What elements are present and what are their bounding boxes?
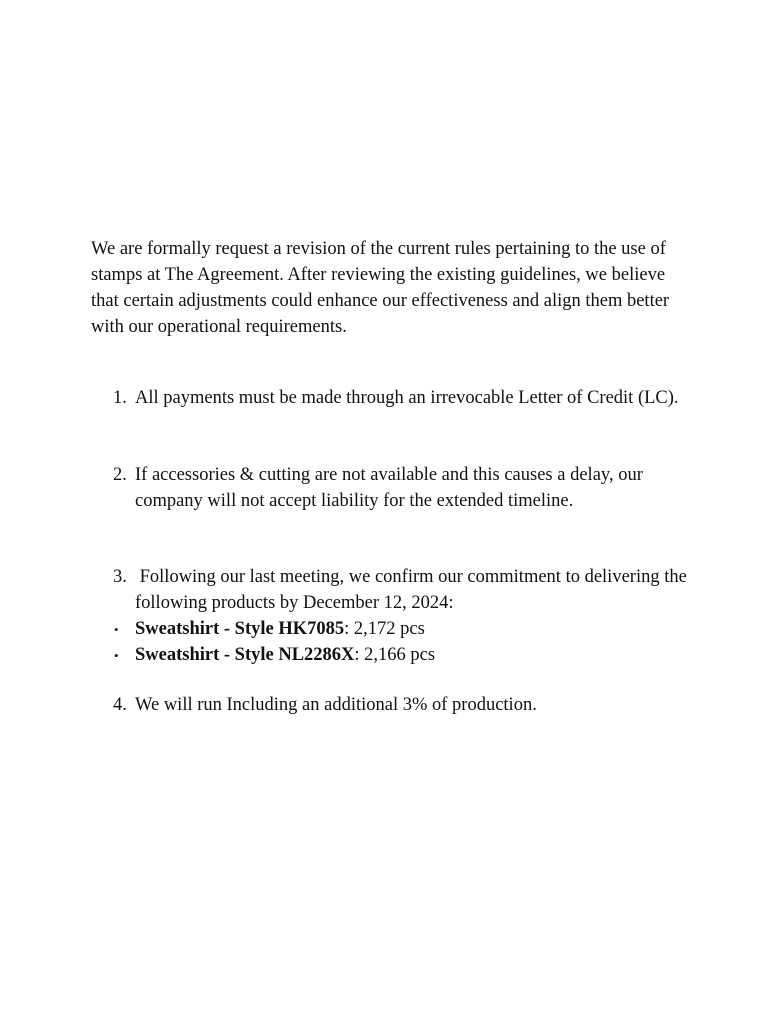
product-entry bbox=[135, 617, 693, 643]
product-quantity: : 2,172 pcs bbox=[344, 619, 425, 639]
bullet-icon: • bbox=[114, 647, 119, 663]
product-quantity: : 2,166 pcs bbox=[354, 644, 436, 665]
list-item-number: 3. bbox=[113, 567, 127, 587]
product-name: Sweatshirt - Style NL2286X bbox=[135, 644, 355, 665]
list-item-1 bbox=[113, 386, 693, 412]
product-entry bbox=[135, 643, 693, 669]
list-item-4 bbox=[113, 693, 693, 719]
intro-paragraph: We are formally request a revision of the current rules pertaining to the use of stamps at The Agreement. After reviewing the existing guidelines, we believe that certain adjustments could enhance our effectiveness and align them better with our operational requirements. bbox=[91, 239, 670, 337]
list-item-number: 4. bbox=[113, 695, 127, 715]
bullet-icon: • bbox=[114, 622, 119, 637]
list-item-number: 1. bbox=[113, 388, 127, 408]
list-item-2 bbox=[113, 463, 693, 514]
list-item-text: We will run Including an additional 3% of production. bbox=[135, 695, 537, 715]
list-item-number: 2. bbox=[113, 465, 127, 485]
product-item bbox=[113, 643, 693, 669]
product-name: Sweatshirt - Style HK7085 bbox=[135, 619, 345, 639]
product-item bbox=[113, 617, 693, 643]
list-item-3 bbox=[113, 565, 693, 616]
list-item-text: Following our last meeting, we confirm our commitment to delivering the following products by December 12, 2024: bbox=[135, 567, 692, 613]
product-list bbox=[113, 617, 693, 668]
list-item-text: All payments must be made through an irrevocable Letter of Credit (LC). bbox=[135, 388, 679, 408]
list-item-text: If accessories & cutting are not available and this causes a delay, our company will not accept liability for the extended timeline. bbox=[135, 465, 643, 511]
